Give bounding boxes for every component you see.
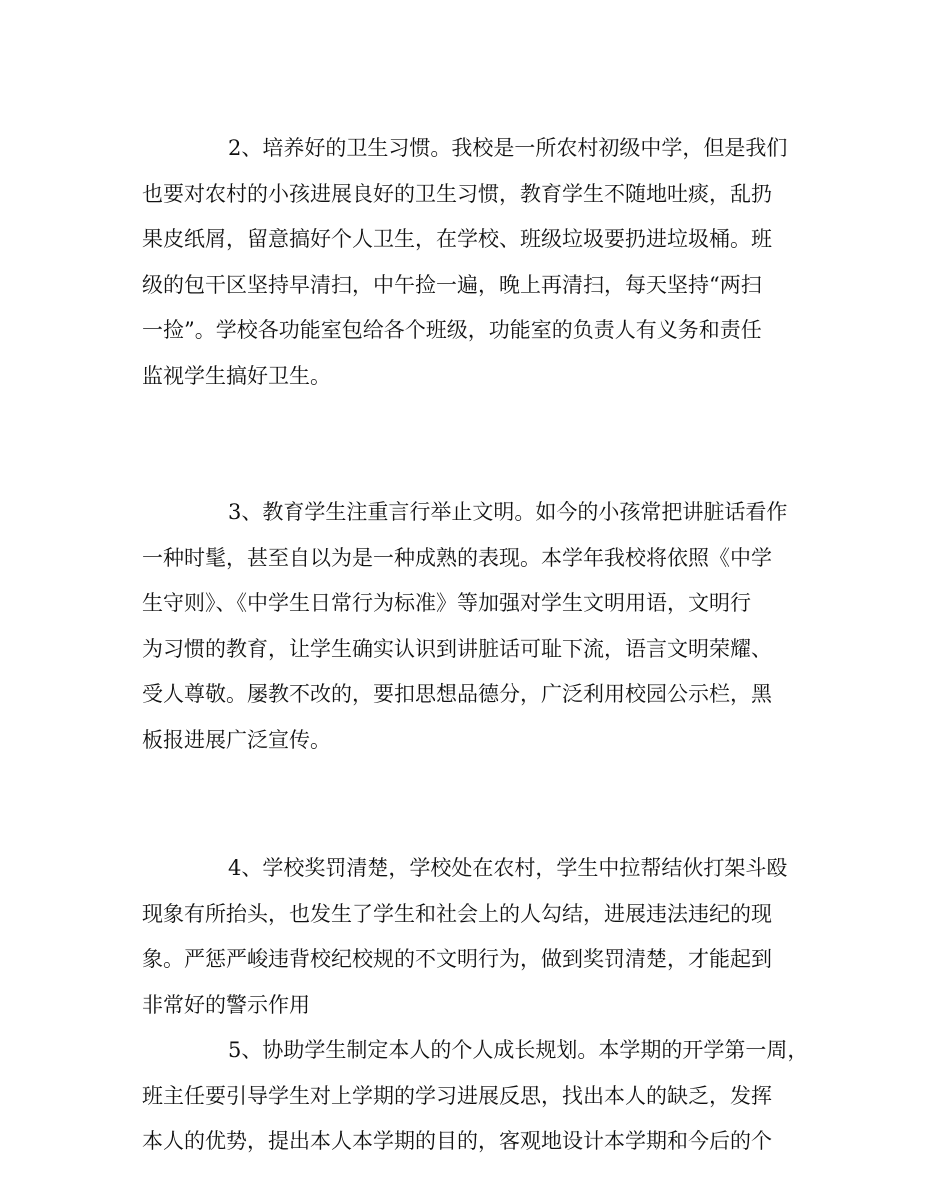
paragraph-line: 级的包干区坚持早清扫，中午捡一遍，晚上再清扫，每天坚持“两扫 [142,272,762,297]
paragraph-line: 为习惯的教育，让学生确实认识到讲脏话可耻下流，语言文明荣耀、 [142,636,772,661]
paragraph-line: 班主任要引导学生对上学期的学习进展反思，找出本人的缺乏，发挥 [142,1083,772,1108]
paragraph-line: 板报进展广泛宣传。 [142,727,331,752]
paragraph-line: 现象有所抬头，也发生了学生和社会上的人勾结，进展违法违纪的现 [142,901,772,926]
paragraph-line: 本人的优势，提出本人本学期的目的，客观地设计本学期和今后的个 [142,1129,772,1154]
paragraph-hygiene-habits [142,126,787,400]
paragraph-line: 一种时髦，甚至自以为是一种成熟的表现。本学年我校将依照《中学 [142,545,772,570]
paragraph-line: 非常好的警示作用 [142,992,310,1017]
paragraph-civil-behavior [142,490,787,764]
paragraph-line: 象。严惩严峻违背校纪校规的不文明行为，做到奖罚清楚，才能起到 [142,947,772,972]
paragraph-line: 监视学生搞好卫生。 [142,363,331,388]
paragraph-line: 果皮纸屑，留意搞好个人卫生，在学校、班级垃圾要扔进垃圾桶。班 [142,227,772,252]
paragraph-line: 4、学校奖罚清楚，学校处在农村，学生中拉帮结伙打架斗殴 [228,856,788,880]
paragraph-line: 3、教育学生注重言行举止文明。如今的小孩常把讲脏话看作 [228,500,788,524]
paragraph-line: 5、协助学生制定本人的个人成长规划。本学期的开学第一周， [228,1038,809,1062]
paragraph-line: 生守则》、《中学生日常行为标准》等加强对学生文明用语，文明行 [142,591,751,616]
paragraph-line: 受人尊敬。屡教不改的，要扣思想品德分，广泛利用校园公示栏，黑 [142,682,772,707]
paragraph-line: 2、培养好的卫生习惯。我校是一所农村初级中学，但是我们 [228,136,788,160]
paragraph-growth-plan [142,1028,808,1165]
paragraph-line: 一捡”。学校各功能室包给各个班级，功能室的负责人有义务和责任 [142,318,762,343]
paragraph-line: 也要对农村的小孩进展良好的卫生习惯，教育学生不随地吐痰，乱扔 [142,181,772,206]
paragraph-rewards-punishments [142,846,787,1028]
